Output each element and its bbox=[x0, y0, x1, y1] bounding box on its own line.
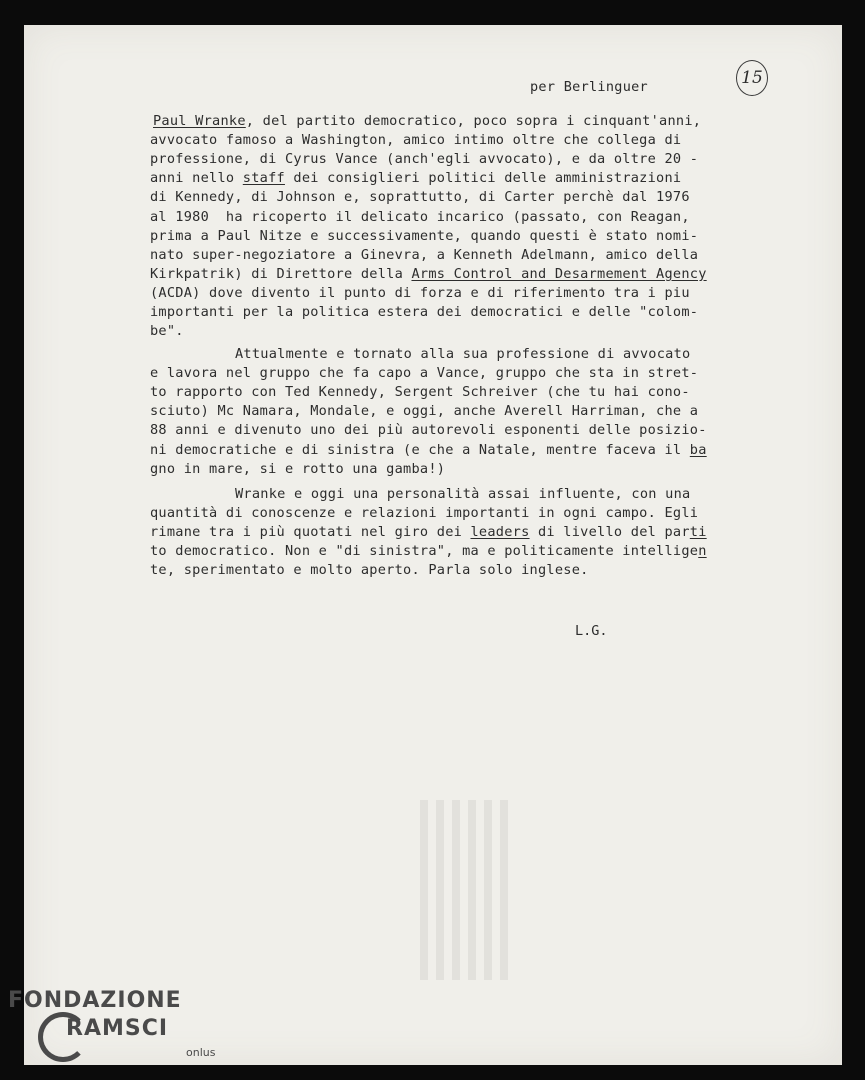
text-line bbox=[150, 208, 690, 226]
text-segment: di livello del par bbox=[529, 524, 690, 541]
text-segment: professione, di Cyrus Vance (anch'egli avvocato), e da oltre 20 - bbox=[150, 151, 699, 168]
text-line bbox=[150, 303, 698, 321]
text-line bbox=[150, 542, 707, 560]
text-segment: , del partito democratico, poco sopra i cinquant'anni, bbox=[245, 113, 702, 129]
recipient-note: per Berlinguer bbox=[530, 79, 648, 95]
text-line bbox=[150, 284, 690, 302]
text-segment: 88 anni e divenuto uno dei più autorevoli esponenti delle posizio- bbox=[150, 422, 707, 439]
text-segment: al 1980 ha ricoperto il delicato incarico (passato, con Reagan, bbox=[150, 208, 690, 225]
text-line bbox=[150, 561, 589, 579]
text-line bbox=[150, 460, 445, 478]
text-segment: (ACDA) dove divento il punto di forza e di riferimento tra i piu bbox=[150, 284, 690, 301]
text-segment: dei consiglieri politici delle amministrazioni bbox=[284, 170, 682, 187]
text-segment: to democratico. Non e "di sinistra", ma e politicamente intellige bbox=[150, 543, 699, 560]
signature-initials: L.G. bbox=[575, 623, 608, 639]
text-segment: avvocato famoso a Washington, amico intimo oltre che collega di bbox=[150, 132, 682, 149]
underlined-text: Paul Wranke bbox=[153, 113, 246, 129]
fondazione-gramsci-watermark bbox=[8, 988, 238, 1068]
text-segment: anni nello bbox=[150, 170, 243, 187]
text-segment: e lavora nel gruppo che fa capo a Vance, gruppo che sta in stret- bbox=[150, 365, 699, 382]
text-segment: sciuto) Mc Namara, Mondale, e oggi, anche Averell Harriman, che a bbox=[150, 403, 699, 420]
underlined-text: ti bbox=[689, 524, 707, 541]
page-number-circled: 15 bbox=[736, 60, 768, 96]
text-line bbox=[150, 383, 690, 401]
text-segment: di Kennedy, di Johnson e, soprattutto, di Carter perchè dal 1976 bbox=[150, 189, 690, 206]
text-line bbox=[235, 485, 690, 503]
text-segment: prima a Paul Nitze e successivamente, quando questi è stato nomi- bbox=[150, 227, 699, 244]
underlined-text: ba bbox=[689, 441, 707, 458]
text-segment: nato super-negoziatore a Ginevra, a Kenneth Adelmann, amico della bbox=[150, 246, 699, 263]
text-line bbox=[150, 227, 698, 245]
text-line bbox=[150, 421, 707, 439]
text-line bbox=[150, 246, 698, 264]
text-segment: ni democratiche e di sinistra (e che a Natale, mentre faceva il bbox=[150, 441, 690, 458]
text-segment: rimane tra i più quotati nel giro dei bbox=[150, 524, 471, 541]
text-line bbox=[150, 188, 690, 206]
text-line bbox=[150, 150, 698, 168]
text-segment: to rapporto con Ted Kennedy, Sergent Schreiver (che tu hai cono- bbox=[150, 384, 690, 401]
text-line bbox=[150, 441, 707, 459]
text-line bbox=[150, 265, 707, 283]
text-line bbox=[150, 364, 698, 382]
watermark-onlus: onlus bbox=[186, 1046, 216, 1059]
text-segment: gno in mare, si e rotto una gamba!) bbox=[150, 460, 446, 477]
text-segment: Kirkpatrik) di Direttore della bbox=[150, 265, 412, 282]
text-segment: Attualmente e tornato alla sua professione di avvocato bbox=[235, 346, 691, 362]
text-segment: te, sperimentato e molto aperto. Parla solo inglese. bbox=[150, 562, 589, 579]
text-line bbox=[150, 169, 681, 187]
text-line bbox=[153, 112, 701, 130]
underlined-text: Arms Control and Desarmement Agency bbox=[411, 265, 707, 282]
text-segment: be". bbox=[150, 323, 184, 340]
text-line bbox=[150, 523, 707, 541]
text-line bbox=[150, 131, 681, 149]
text-segment: quantità di conoscenze e relazioni importanti in ogni campo. Egli bbox=[150, 505, 699, 522]
text-segment: importanti per la politica estera dei democratici e delle "colom- bbox=[150, 304, 699, 320]
text-line bbox=[150, 322, 184, 340]
underlined-text: staff bbox=[242, 170, 285, 187]
underlined-text: leaders bbox=[470, 524, 530, 541]
watermark-line2: RAMSCI bbox=[66, 1016, 169, 1041]
text-line bbox=[150, 402, 698, 420]
watermark-line1: FONDAZIONE bbox=[8, 988, 182, 1013]
underlined-text: n bbox=[698, 543, 707, 560]
text-line bbox=[235, 345, 690, 363]
text-line bbox=[150, 504, 698, 522]
text-segment: Wranke e oggi una personalità assai influente, con una bbox=[235, 486, 691, 502]
